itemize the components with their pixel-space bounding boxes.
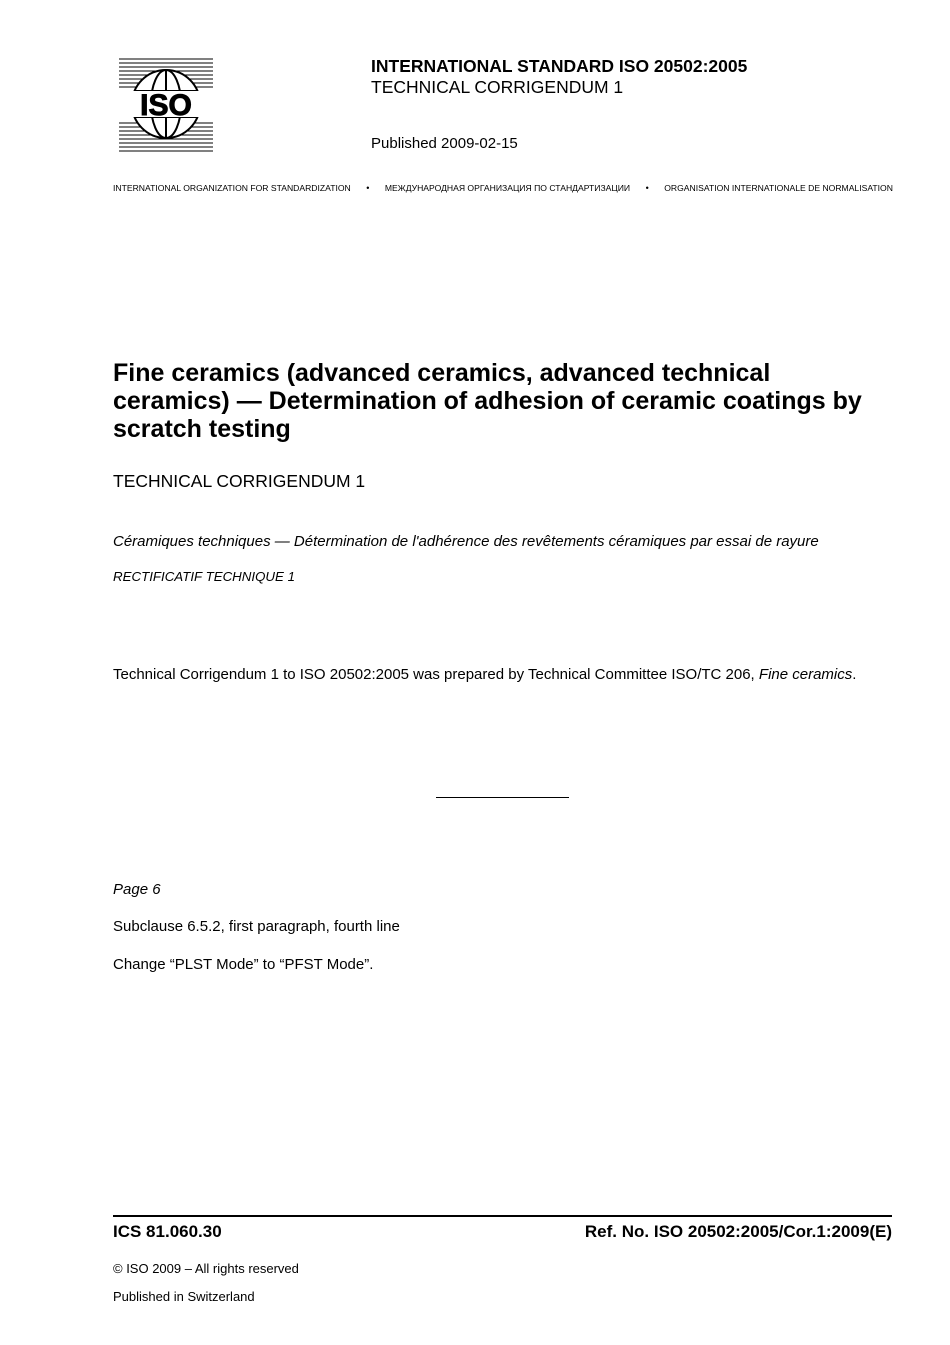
document-title: Fine ceramics (advanced ceramics, advanced technical ceramics) — Determination of adhesion of ceramic coatings by scratch testing [113, 359, 862, 443]
committee-name: Fine ceramics [758, 666, 853, 683]
separator-line [436, 797, 569, 798]
subclause-location: Subclause 6.5.2, first paragraph, fourth line [113, 918, 400, 935]
standard-title: INTERNATIONAL STANDARD ISO 20502:2005 [371, 56, 748, 76]
iso-logo-text: ISO [140, 89, 192, 122]
org-name-english: INTERNATIONAL ORGANIZATION FOR STANDARDIZATION [113, 183, 351, 193]
org-separator: • [366, 183, 370, 193]
document-subtitle: TECHNICAL CORRIGENDUM 1 [113, 471, 366, 491]
preparation-text: Technical Corrigendum 1 to ISO 20502:2005 was prepared by Technical Committee ISO/TC 206, [113, 666, 759, 683]
copyright-notice: © ISO 2009 – All rights reserved [113, 1261, 299, 1276]
preparation-paragraph [113, 666, 892, 684]
preparation-end: . [852, 666, 857, 683]
french-title: Céramiques techniques — Détermination de l'adhérence des revêtements céramiques par essai de rayure [113, 533, 819, 550]
org-separator: • [645, 183, 649, 193]
french-subtitle: RECTIFICATIF TECHNIQUE 1 [113, 569, 295, 584]
ics-code: ICS 81.060.30 [113, 1222, 222, 1241]
corrigendum-label: TECHNICAL CORRIGENDUM 1 [371, 77, 624, 97]
footer-rule [113, 1215, 892, 1217]
publication-date: Published 2009-02-15 [371, 135, 518, 152]
iso-logo [117, 57, 215, 152]
organization-names [113, 183, 893, 193]
change-instruction: Change “PLST Mode” to “PFST Mode”. [113, 956, 374, 973]
page-reference: Page 6 [113, 881, 161, 898]
org-name-french: ORGANISATION INTERNATIONALE DE NORMALISATION [664, 183, 893, 193]
org-name-russian: МЕЖДУНАРОДНАЯ ОРГАНИЗАЦИЯ ПО СТАНДАРТИЗАЦИИ [384, 183, 631, 193]
reference-number: Ref. No. ISO 20502:2005/Cor.1:2009(E) [584, 1222, 892, 1241]
publication-place: Published in Switzerland [113, 1289, 255, 1304]
